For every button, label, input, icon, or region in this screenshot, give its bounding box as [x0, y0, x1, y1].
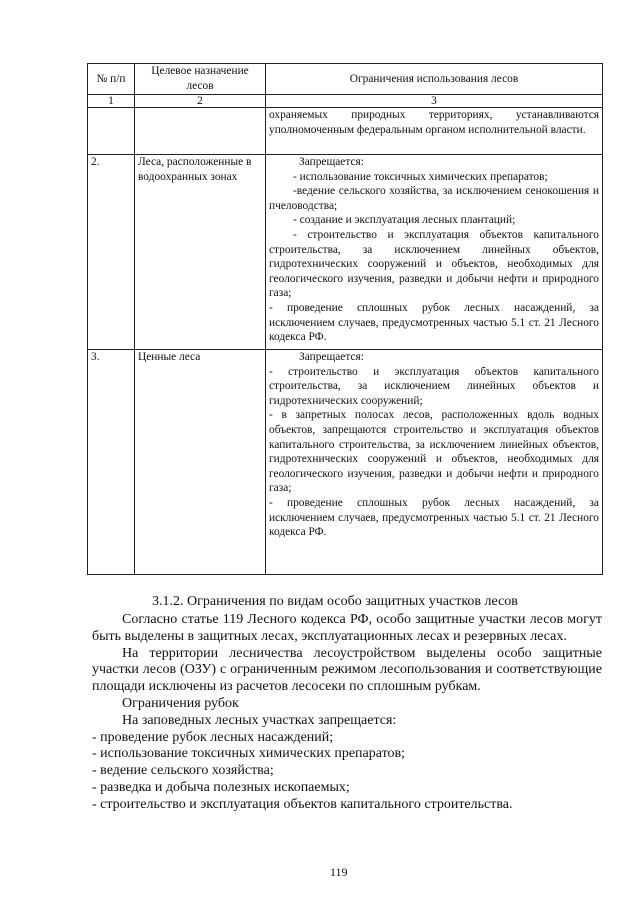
row-line: уполномоченным федеральным органом исполнительной [269, 123, 548, 136]
row-line: охраняемых природных территориях, устанавливаются [269, 109, 599, 121]
list-item: - строительство и эксплуатация объектов капитального строительства. [92, 796, 513, 812]
row-restrictions [266, 350, 603, 575]
list-item: - ведение сельского хозяйства; [92, 763, 274, 779]
table-row [88, 350, 603, 575]
row-line: - проведение сплошных рубок лесных насаждений, за исключением случаев, предусмотренных частью 5.1 ст. 21 Лесного кодекса РФ. [269, 301, 599, 344]
restrictions-title: Ограничения рубок [122, 695, 239, 711]
row-line: - строительство и эксплуатация объектов капитального строительства, за исключением линейных объектов, гидротехнических сооружений и объектов, необходимых для геологического изучения, разведки и добычи нефти и природного газа; [269, 228, 599, 300]
header-restrictions: Ограничения использования лесов [266, 64, 603, 95]
row-restrictions [266, 108, 603, 155]
row-line: Запрещается: [299, 156, 364, 168]
row-number: 3. [88, 350, 135, 575]
header-purpose: Целевое назначение лесов [135, 64, 266, 95]
row-line: Запрещается: [299, 351, 364, 363]
row-purpose [135, 108, 266, 155]
row-line: - проведение сплошных рубок лесных насаждений, за исключением случаев, предусмотренных частью 5.1 ст. 21 Лесного кодекса РФ. [269, 496, 599, 539]
section-subheading: 3.1.2. Ограничения по видам особо защитных участков лесов [152, 594, 518, 609]
row-purpose: Ценные леса [135, 350, 266, 575]
table-row [88, 155, 603, 350]
col-number-2: 2 [135, 95, 266, 108]
row-number [88, 108, 135, 155]
list-item: - использование токсичных химических препаратов; [92, 746, 406, 762]
col-number-3: 3 [266, 95, 603, 108]
list-item: - разведка и добыча полезных ископаемых; [92, 779, 350, 795]
col-number-1: 1 [88, 95, 135, 108]
table-column-numbers-row [88, 95, 603, 108]
restrictions-table [87, 63, 603, 575]
paragraph: Согласно статье 119 Лесного кодекса РФ, особо защитные участки лесов могут быть выделены в защитных лесах, эксплуатационных лесах и резервных лесах. [92, 612, 602, 644]
table-row [88, 108, 603, 155]
row-line: - строительство и эксплуатация объектов капитального строительства, за исключением линейных объектов и гидротехнических сооружений; [269, 365, 599, 407]
page-number: 119 [330, 865, 348, 879]
list-item: - проведение рубок лесных насаждений; [92, 729, 334, 745]
restrictions-intro: На заповедных лесных участках запрещается: [122, 712, 397, 728]
paragraph: На территории лесничества лесоустройством выделены особо защитные участки лесов (ОЗУ) с ограниченным режимом лесопользования и соответствующие площади исключены из расчетов лесосеки по сплошным рубкам. [92, 645, 602, 695]
row-line: власти. [550, 123, 586, 136]
body-text [92, 612, 602, 814]
row-purpose: Леса, расположенные в водоохранных зонах [135, 155, 266, 350]
row-number: 2. [88, 155, 135, 350]
table-header-row [88, 64, 603, 95]
header-number: № п/п [88, 64, 135, 95]
row-line: - использование токсичных химических препаратов; [293, 170, 548, 183]
row-line: - в запретных полосах лесов, расположенных вдоль водных объектов, запрещаются строительство и эксплуатация объектов капитального строительства, за исключением линейных объектов, гидротехнических сооружений и объектов, необходимых для геологического изучения, разведки и добычи нефти и природного газа; [269, 409, 599, 495]
row-restrictions [266, 155, 603, 350]
row-line: - создание и эксплуатация лесных плантаций; [293, 214, 516, 227]
row-line: -ведение сельского хозяйства, за исключением сенокошения и пчеловодства; [269, 185, 599, 212]
